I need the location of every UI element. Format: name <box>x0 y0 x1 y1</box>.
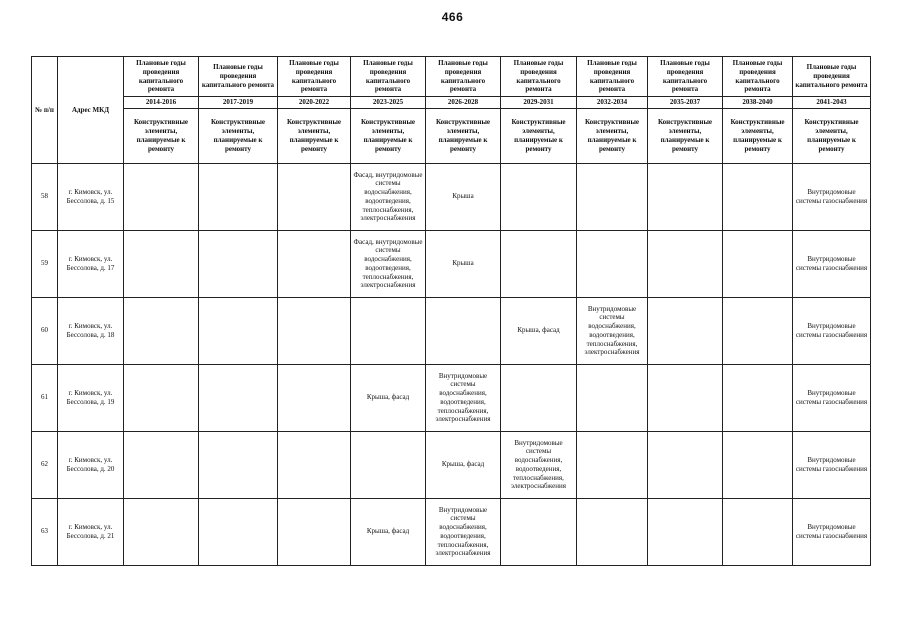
repair-cell <box>723 431 793 498</box>
repair-cell <box>577 163 648 230</box>
table-row <box>32 230 871 297</box>
header-row-ranges <box>32 97 871 109</box>
header-period-range: 2026-2028 <box>426 97 501 109</box>
header-period-title: Плановые годы проведения капитального ремонта <box>351 57 426 97</box>
header-period-range: 2023-2025 <box>351 97 426 109</box>
table-row <box>32 297 871 364</box>
repair-cell <box>501 163 577 230</box>
row-number: 58 <box>32 163 58 230</box>
repair-cell <box>199 431 278 498</box>
repair-cell <box>124 364 199 431</box>
repair-cell <box>648 230 723 297</box>
repair-cell: Внутридомовые системы водоснабжения, водоотведения, теплоснабжения, электроснабжения <box>426 498 501 565</box>
repair-cell <box>648 364 723 431</box>
header-row-periods <box>32 57 871 97</box>
header-period-title: Плановые годы проведения капитального ремонта <box>577 57 648 97</box>
repair-cell: Крыша <box>426 230 501 297</box>
header-period-range: 2017-2019 <box>199 97 278 109</box>
repair-cell <box>278 498 351 565</box>
header-period-elements: Конструктивные элементы, планируемые к ремонту <box>199 108 278 163</box>
row-number: 61 <box>32 364 58 431</box>
header-period-title: Плановые годы проведения капитального ремонта <box>278 57 351 97</box>
row-address: г. Кимовск, ул. Бессолова, д. 18 <box>58 297 124 364</box>
row-address: г. Кимовск, ул. Бессолова, д. 20 <box>58 431 124 498</box>
repair-cell: Крыша, фасад <box>426 431 501 498</box>
repair-cell: Крыша, фасад <box>351 498 426 565</box>
repair-cell: Внутридомовые системы газоснабжения <box>793 431 871 498</box>
repair-cell <box>278 297 351 364</box>
repair-cell <box>351 297 426 364</box>
header-address: Адрес МКД <box>58 57 124 164</box>
repair-cell: Внутридомовые системы газоснабжения <box>793 498 871 565</box>
repair-cell <box>648 297 723 364</box>
repair-cell <box>124 297 199 364</box>
repair-cell <box>723 163 793 230</box>
repair-cell <box>648 163 723 230</box>
row-number: 63 <box>32 498 58 565</box>
repair-cell: Внутридомовые системы водоснабжения, водоотведения, теплоснабжения, электроснабжения <box>577 297 648 364</box>
repair-cell <box>501 498 577 565</box>
header-period-elements: Конструктивные элементы, планируемые к ремонту <box>426 108 501 163</box>
table-row <box>32 498 871 565</box>
row-number: 59 <box>32 230 58 297</box>
repair-cell <box>648 431 723 498</box>
header-period-elements: Конструктивные элементы, планируемые к ремонту <box>723 108 793 163</box>
header-period-elements: Конструктивные элементы, планируемые к ремонту <box>648 108 723 163</box>
table-row <box>32 431 871 498</box>
repair-cell: Внутридомовые системы газоснабжения <box>793 230 871 297</box>
repair-cell <box>124 431 199 498</box>
row-number: 60 <box>32 297 58 364</box>
header-period-range: 2041-2043 <box>793 97 871 109</box>
repair-cell <box>577 364 648 431</box>
repair-cell <box>124 230 199 297</box>
header-period-range: 2014-2016 <box>124 97 199 109</box>
repair-cell <box>577 431 648 498</box>
repair-cell: Крыша <box>426 163 501 230</box>
header-period-elements: Конструктивные элементы, планируемые к ремонту <box>278 108 351 163</box>
page-number: 466 <box>441 10 464 24</box>
repair-cell: Внутридомовые системы водоснабжения, водоотведения, теплоснабжения, электроснабжения <box>501 431 577 498</box>
header-period-title: Плановые годы проведения капитального ремонта <box>124 57 199 97</box>
header-period-range: 2035-2037 <box>648 97 723 109</box>
repair-cell <box>723 364 793 431</box>
header-period-elements: Конструктивные элементы, планируемые к ремонту <box>124 108 199 163</box>
header-period-elements: Конструктивные элементы, планируемые к ремонту <box>577 108 648 163</box>
header-row-elements <box>32 108 871 163</box>
repair-cell <box>199 163 278 230</box>
header-period-title: Плановые годы проведения капитального ремонта <box>793 57 871 97</box>
repair-cell: Крыша, фасад <box>351 364 426 431</box>
repair-cell <box>501 230 577 297</box>
repair-cell: Внутридомовые системы водоснабжения, водоотведения, теплоснабжения, электроснабжения <box>426 364 501 431</box>
repair-cell <box>278 230 351 297</box>
repair-cell: Фасад, внутридомовые системы водоснабжения, водоотведения, теплоснабжения, электроснабжения <box>351 163 426 230</box>
header-num: № п/п <box>32 57 58 164</box>
repair-cell: Крыша, фасад <box>501 297 577 364</box>
repair-cell <box>723 297 793 364</box>
header-period-elements: Конструктивные элементы, планируемые к ремонту <box>793 108 871 163</box>
header-period-range: 2038-2040 <box>723 97 793 109</box>
header-period-title: Плановые годы проведения капитального ремонта <box>501 57 577 97</box>
header-period-range: 2032-2034 <box>577 97 648 109</box>
repair-cell <box>278 163 351 230</box>
repair-cell <box>501 364 577 431</box>
repair-cell <box>278 431 351 498</box>
table-body <box>32 163 871 565</box>
repair-cell <box>577 498 648 565</box>
header-period-elements: Конструктивные элементы, планируемые к ремонту <box>501 108 577 163</box>
repair-cell <box>577 230 648 297</box>
repair-cell: Внутридомовые системы газоснабжения <box>793 297 871 364</box>
row-address: г. Кимовск, ул. Бессолова, д. 21 <box>58 498 124 565</box>
repair-cell <box>723 230 793 297</box>
row-address: г. Кимовск, ул. Бессолова, д. 15 <box>58 163 124 230</box>
header-period-title: Плановые годы проведения капитального ремонта <box>426 57 501 97</box>
repair-cell <box>199 297 278 364</box>
capital-repair-table <box>31 56 871 566</box>
repair-cell <box>199 364 278 431</box>
header-period-elements: Конструктивные элементы, планируемые к ремонту <box>351 108 426 163</box>
table-row <box>32 163 871 230</box>
repair-cell <box>278 364 351 431</box>
header-period-range: 2029-2031 <box>501 97 577 109</box>
table-row <box>32 364 871 431</box>
repair-cell <box>648 498 723 565</box>
repair-cell <box>723 498 793 565</box>
repair-cell <box>351 431 426 498</box>
repair-cell: Внутридомовые системы газоснабжения <box>793 163 871 230</box>
repair-cell: Внутридомовые системы газоснабжения <box>793 364 871 431</box>
repair-cell <box>124 498 199 565</box>
repair-cell <box>124 163 199 230</box>
repair-cell <box>199 230 278 297</box>
row-number: 62 <box>32 431 58 498</box>
repair-cell <box>199 498 278 565</box>
repair-cell <box>426 297 501 364</box>
repair-cell: Фасад, внутридомовые системы водоснабжения, водоотведения, теплоснабжения, электроснабжения <box>351 230 426 297</box>
row-address: г. Кимовск, ул. Бессолова, д. 19 <box>58 364 124 431</box>
row-address: г. Кимовск, ул. Бессолова, д. 17 <box>58 230 124 297</box>
table-header <box>32 57 871 164</box>
header-period-title: Плановые годы проведения капитального ремонта <box>199 57 278 97</box>
header-period-title: Плановые годы проведения капитального ремонта <box>648 57 723 97</box>
header-period-range: 2020-2022 <box>278 97 351 109</box>
header-period-title: Плановые годы проведения капитального ремонта <box>723 57 793 97</box>
